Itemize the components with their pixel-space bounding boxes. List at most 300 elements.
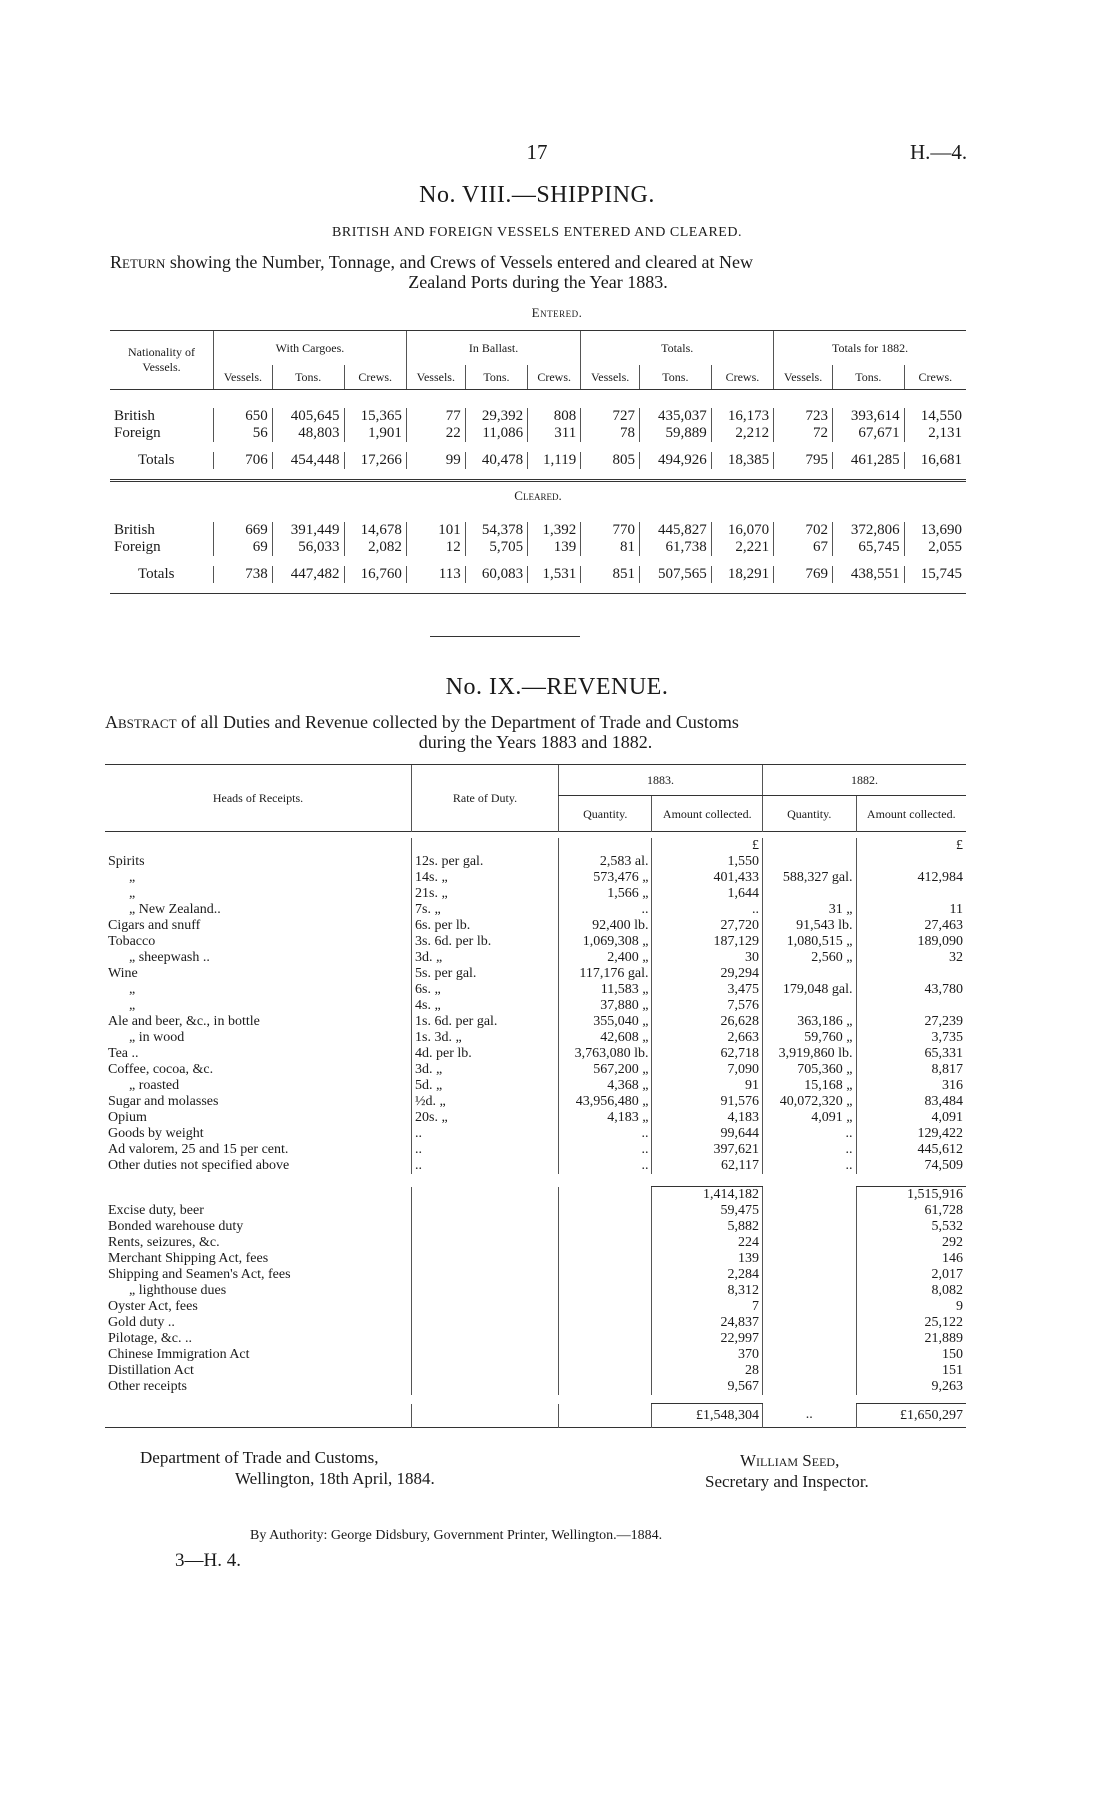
sub-header: Tons. xyxy=(272,365,344,390)
cell: 60,083 xyxy=(465,566,527,583)
table-row xyxy=(105,870,966,886)
table-row xyxy=(105,966,966,982)
quantity-1883: 4,183 „ xyxy=(559,1110,652,1126)
return-continuation: Zealand Ports during the Year 1883. xyxy=(408,272,668,292)
cell: 12 xyxy=(406,539,465,556)
spacer-row xyxy=(105,1395,966,1404)
rate-of-duty: .. xyxy=(412,1158,559,1174)
col-heads: Heads of Receipts. xyxy=(105,765,412,832)
cell: 11,086 xyxy=(465,425,527,442)
quantity-1882 xyxy=(763,998,856,1014)
entered-label: Entered. xyxy=(531,305,583,320)
row-label: British xyxy=(114,522,155,538)
amount-1882: 43,780 xyxy=(856,982,966,998)
table-row xyxy=(110,425,966,442)
cell: 445,827 xyxy=(640,522,712,539)
sub-header: Tons. xyxy=(465,365,527,390)
table-row xyxy=(105,1283,966,1299)
amount-1883: 7,090 xyxy=(652,1062,763,1078)
cell: 59,889 xyxy=(640,425,712,442)
cell: 16,173 xyxy=(711,408,773,425)
rate-of-duty: 5s. per gal. xyxy=(412,966,559,982)
quantity-1883: 3,763,080 lb. xyxy=(559,1046,652,1062)
head-of-receipt: Merchant Shipping Act, fees xyxy=(108,1251,269,1266)
spacer-row xyxy=(110,556,966,566)
table-row xyxy=(105,950,966,966)
quantity-1883: 11,583 „ xyxy=(559,982,652,998)
amount-1882: 445,612 xyxy=(856,1142,966,1158)
head-of-receipt: „ xyxy=(129,870,136,885)
cell: 16,681 xyxy=(904,452,966,469)
amount-1882: 4,091 xyxy=(856,1110,966,1126)
currency-row xyxy=(105,838,966,854)
cell: 650 xyxy=(214,408,273,425)
quantity-1882 xyxy=(763,854,856,870)
rate-of-duty: 3s. 6d. per lb. xyxy=(412,934,559,950)
head-of-receipt: Gold duty .. xyxy=(108,1315,175,1330)
table-row xyxy=(105,1126,966,1142)
quantity-1882: 179,048 gal. xyxy=(763,982,856,998)
amount-1883: 5,882 xyxy=(652,1219,763,1235)
quantity-1883: .. xyxy=(559,1126,652,1142)
quantity-1883: Quantity. xyxy=(559,796,652,832)
head-of-receipt: „ New Zealand.. xyxy=(129,902,221,917)
amount-1882: 150 xyxy=(856,1347,966,1363)
table-row xyxy=(105,1078,966,1094)
return-body: showing the Number, Tonnage, and Crews of Vessels entered and cleared at New xyxy=(165,252,754,272)
amount-1882: 21,889 xyxy=(856,1331,966,1347)
cell: 18,291 xyxy=(711,566,773,583)
amount-1882: Amount collected. xyxy=(856,796,966,832)
amount-1883: 4,183 xyxy=(652,1110,763,1126)
quantity-1882: 91,543 lb. xyxy=(763,918,856,934)
amount-1882 xyxy=(856,966,966,982)
rate-of-duty: .. xyxy=(412,1126,559,1142)
quantity-1882: 4,091 „ xyxy=(763,1110,856,1126)
cell: 40,478 xyxy=(465,452,527,469)
cell: 56 xyxy=(214,425,273,442)
amount-1883: 7,576 xyxy=(652,998,763,1014)
page-number: 17 xyxy=(526,140,548,164)
grand-total-1882: £1,650,297 xyxy=(856,1404,966,1428)
pound-sign: £ xyxy=(652,838,763,854)
cell: 56,033 xyxy=(272,539,344,556)
quantity-1883: .. xyxy=(559,902,652,918)
head-of-receipt: Opium xyxy=(108,1110,147,1125)
cell: 507,565 xyxy=(640,566,712,583)
amount-1883: 28 xyxy=(652,1363,763,1379)
cell: 311 xyxy=(528,425,581,442)
table-row xyxy=(105,1347,966,1363)
amount-1882: 74,509 xyxy=(856,1158,966,1174)
table-row xyxy=(105,1267,966,1283)
row-label: Totals xyxy=(138,452,175,468)
amount-1883: 187,129 xyxy=(652,934,763,950)
amount-1883: 9,567 xyxy=(652,1379,763,1395)
quantity-1882: 705,360 „ xyxy=(763,1062,856,1078)
group-header: Totals. xyxy=(581,331,774,366)
quantity-1883: 1,069,308 „ xyxy=(559,934,652,950)
head-of-receipt: „ in wood xyxy=(129,1030,185,1045)
rate-of-duty: 1s. 6d. per gal. xyxy=(412,1014,559,1030)
cell: 14,550 xyxy=(904,408,966,425)
rate-of-duty: 6s. „ xyxy=(412,982,559,998)
table-row xyxy=(105,1203,966,1219)
head-of-receipt: Rents, seizures, &c. xyxy=(108,1235,220,1250)
cell: 2,055 xyxy=(904,539,966,556)
table-row xyxy=(105,1299,966,1315)
totals-row xyxy=(110,452,966,469)
cell: 16,070 xyxy=(711,522,773,539)
group-header: In Ballast. xyxy=(406,331,580,366)
head-of-receipt: „ xyxy=(129,982,136,997)
head-of-receipt: Spirits xyxy=(108,854,145,869)
shipping-return-text xyxy=(110,252,966,292)
amount-1882: 129,422 xyxy=(856,1126,966,1142)
quantity-1882: 363,186 „ xyxy=(763,1014,856,1030)
cell: 16,760 xyxy=(344,566,406,583)
head-of-receipt: Other duties not specified above xyxy=(108,1158,290,1173)
rate-of-duty: 4s. „ xyxy=(412,998,559,1014)
quantity-1883: .. xyxy=(559,1158,652,1174)
head-of-receipt: „ xyxy=(129,998,136,1013)
quantity-1882: 59,760 „ xyxy=(763,1030,856,1046)
table-row xyxy=(105,1014,966,1030)
amount-1883: 26,628 xyxy=(652,1014,763,1030)
rate-of-duty: 21s. „ xyxy=(412,886,559,902)
subtotal-1882: 1,515,916 xyxy=(856,1187,966,1204)
rate-of-duty: 20s. „ xyxy=(412,1110,559,1126)
quantity-1883: .. xyxy=(559,1142,652,1158)
amount-1883: 2,663 xyxy=(652,1030,763,1046)
table-row xyxy=(105,1331,966,1347)
grand-total-mid: .. xyxy=(763,1404,856,1428)
amount-1882: 11 xyxy=(856,902,966,918)
cell: 65,745 xyxy=(832,539,904,556)
rate-of-duty: 6s. per lb. xyxy=(412,918,559,934)
cell: 69 xyxy=(214,539,273,556)
table-row xyxy=(105,982,966,998)
amount-1882: 65,331 xyxy=(856,1046,966,1062)
spacer-row xyxy=(110,510,966,522)
amount-1882: 3,735 xyxy=(856,1030,966,1046)
cell: 2,082 xyxy=(344,539,406,556)
footer-signatory-title: Secretary and Inspector. xyxy=(705,1472,869,1491)
amount-1882: 292 xyxy=(856,1235,966,1251)
ship-header-row-2 xyxy=(110,365,966,390)
cell: 738 xyxy=(214,566,273,583)
head-of-receipt: Sugar and molasses xyxy=(108,1094,219,1109)
table-row xyxy=(105,1219,966,1235)
col-nationality: Nationality of Vessels. xyxy=(110,331,214,390)
rev-header-row-1 xyxy=(105,765,966,796)
cell: 461,285 xyxy=(832,452,904,469)
amount-1882: 189,090 xyxy=(856,934,966,950)
cell: 113 xyxy=(406,566,465,583)
head-of-receipt: Goods by weight xyxy=(108,1126,204,1141)
quantity-1883: 42,608 „ xyxy=(559,1030,652,1046)
cell: 22 xyxy=(406,425,465,442)
amount-1882: 61,728 xyxy=(856,1203,966,1219)
cell: 139 xyxy=(528,539,581,556)
sub-header: Crews. xyxy=(711,365,773,390)
amount-1882: 412,984 xyxy=(856,870,966,886)
head-of-receipt: Cigars and snuff xyxy=(108,918,201,933)
cell: 67,671 xyxy=(832,425,904,442)
quantity-1882: 3,919,860 lb. xyxy=(763,1046,856,1062)
quantity-1883: 355,040 „ xyxy=(559,1014,652,1030)
table-row xyxy=(105,998,966,1014)
table-row xyxy=(105,902,966,918)
cell: 17,266 xyxy=(344,452,406,469)
rate-of-duty: 1s. 3d. „ xyxy=(412,1030,559,1046)
cell: 391,449 xyxy=(272,522,344,539)
amount-1882: 27,463 xyxy=(856,918,966,934)
amount-1883: 62,718 xyxy=(652,1046,763,1062)
head-of-receipt: Wine xyxy=(108,966,138,981)
amount-1882 xyxy=(856,998,966,1014)
amount-1882 xyxy=(856,886,966,902)
amount-1883: 62,117 xyxy=(652,1158,763,1174)
amount-1883: 99,644 xyxy=(652,1126,763,1142)
amount-1882: 32 xyxy=(856,950,966,966)
section-divider xyxy=(430,636,580,637)
amount-1883: 3,475 xyxy=(652,982,763,998)
sub-header: Crews. xyxy=(528,365,581,390)
amount-1882: 151 xyxy=(856,1363,966,1379)
amount-1883: 370 xyxy=(652,1347,763,1363)
revenue-table xyxy=(105,764,966,1428)
cell: 67 xyxy=(774,539,833,556)
cell: 723 xyxy=(774,408,833,425)
head-of-receipt: Other receipts xyxy=(108,1379,187,1394)
cell: 438,551 xyxy=(832,566,904,583)
amount-1882: 316 xyxy=(856,1078,966,1094)
amount-1883: 139 xyxy=(652,1251,763,1267)
table-row xyxy=(105,1142,966,1158)
spacer-row xyxy=(110,442,966,452)
amount-1883: 397,621 xyxy=(652,1142,763,1158)
cell: 669 xyxy=(214,522,273,539)
table-row xyxy=(105,1363,966,1379)
totals-row xyxy=(110,566,966,583)
table-row xyxy=(105,934,966,950)
head-of-receipt: Coffee, cocoa, &c. xyxy=(108,1062,214,1077)
revenue-abstract-text xyxy=(105,712,966,752)
head-of-receipt: Ad valorem, 25 and 15 per cent. xyxy=(108,1142,289,1157)
cell: 2,221 xyxy=(711,539,773,556)
amount-1882: 9,263 xyxy=(856,1379,966,1395)
cell: 29,392 xyxy=(465,408,527,425)
quantity-1882: 2,560 „ xyxy=(763,950,856,966)
amount-1883: .. xyxy=(652,902,763,918)
head-of-receipt: Pilotage, &c. .. xyxy=(108,1331,192,1346)
amount-1883: 22,997 xyxy=(652,1331,763,1347)
shipping-title: No. VIII.—SHIPPING. xyxy=(419,182,655,208)
cell: 447,482 xyxy=(272,566,344,583)
cell: 15,365 xyxy=(344,408,406,425)
quantity-1882: 31 „ xyxy=(763,902,856,918)
rate-of-duty: 7s. „ xyxy=(412,902,559,918)
cell: 13,690 xyxy=(904,522,966,539)
amount-1882: 83,484 xyxy=(856,1094,966,1110)
cell: 454,448 xyxy=(272,452,344,469)
quantity-1883: 92,400 lb. xyxy=(559,918,652,934)
paper-reference: H.—4. xyxy=(910,140,968,164)
cell: 78 xyxy=(581,425,640,442)
quantity-1882: 15,168 „ xyxy=(763,1078,856,1094)
table-row xyxy=(105,886,966,902)
amount-1883: 91,576 xyxy=(652,1094,763,1110)
cell: 2,131 xyxy=(904,425,966,442)
cell: 795 xyxy=(774,452,833,469)
amount-1882: 25,122 xyxy=(856,1315,966,1331)
table-row xyxy=(105,1235,966,1251)
amount-1883: Amount collected. xyxy=(652,796,763,832)
cleared-section-row xyxy=(110,481,966,511)
sub-header: Vessels. xyxy=(214,365,273,390)
head-of-receipt: Shipping and Seamen's Act, fees xyxy=(108,1267,291,1282)
amount-1883: 224 xyxy=(652,1235,763,1251)
cell: 77 xyxy=(406,408,465,425)
table-row xyxy=(105,1158,966,1174)
cell: 15,745 xyxy=(904,566,966,583)
table-row xyxy=(105,1046,966,1062)
year-1882: 1882. xyxy=(763,765,966,796)
year-1883: 1883. xyxy=(559,765,763,796)
pound-sign: £ xyxy=(856,838,966,854)
table-row xyxy=(105,1030,966,1046)
amount-1883: 24,837 xyxy=(652,1315,763,1331)
signature-reference: 3—H. 4. xyxy=(175,1550,241,1571)
cell: 1,901 xyxy=(344,425,406,442)
cell: 435,037 xyxy=(640,408,712,425)
cell: 72 xyxy=(774,425,833,442)
cell: 1,531 xyxy=(528,566,581,583)
row-label: British xyxy=(114,408,155,424)
sub-header: Tons. xyxy=(832,365,904,390)
subtotal-1883: 1,414,182 xyxy=(652,1187,763,1204)
sub-header: Vessels. xyxy=(774,365,833,390)
head-of-receipt: „ sheepwash .. xyxy=(129,950,210,965)
quantity-1882: .. xyxy=(763,1142,856,1158)
table-row xyxy=(105,918,966,934)
quantity-1883: 4,368 „ xyxy=(559,1078,652,1094)
table-row xyxy=(105,1251,966,1267)
quantity-1882: 588,327 gal. xyxy=(763,870,856,886)
grand-total-1883: £1,548,304 xyxy=(652,1404,763,1428)
head-of-receipt: Bonded warehouse duty xyxy=(108,1219,244,1234)
amount-1882: 146 xyxy=(856,1251,966,1267)
table-row xyxy=(105,1062,966,1078)
cell: 14,678 xyxy=(344,522,406,539)
head-of-receipt: Excise duty, beer xyxy=(108,1203,204,1218)
cell: 727 xyxy=(581,408,640,425)
revenue-title: No. IX.—REVENUE. xyxy=(445,674,669,700)
amount-1882: 27,239 xyxy=(856,1014,966,1030)
quantity-1883: 573,476 „ xyxy=(559,870,652,886)
amount-1883: 59,475 xyxy=(652,1203,763,1219)
sub-header: Vessels. xyxy=(581,365,640,390)
rate-of-duty: ½d. „ xyxy=(412,1094,559,1110)
cell: 61,738 xyxy=(640,539,712,556)
head-of-receipt: Chinese Immigration Act xyxy=(108,1347,250,1362)
head-of-receipt: „ roasted xyxy=(129,1078,180,1093)
quantity-1882 xyxy=(763,966,856,982)
group-header: Totals for 1882. xyxy=(774,331,966,366)
head-of-receipt: Distillation Act xyxy=(108,1363,194,1378)
rate-of-duty: 3d. „ xyxy=(412,1062,559,1078)
col-rate: Rate of Duty. xyxy=(412,765,559,832)
spacer-row xyxy=(105,1174,966,1187)
spacer-row xyxy=(110,469,966,481)
head-of-receipt: Tea .. xyxy=(108,1046,139,1061)
table-row xyxy=(105,1094,966,1110)
amount-1883: 8,312 xyxy=(652,1283,763,1299)
return-lead: Return xyxy=(110,252,166,272)
row-label: Foreign xyxy=(114,425,161,441)
table-row xyxy=(110,408,966,425)
head-of-receipt: Ale and beer, &c., in bottle xyxy=(108,1014,260,1029)
quantity-1883: 1,566 „ xyxy=(559,886,652,902)
row-label: Totals xyxy=(138,566,175,582)
abstract-body: of all Duties and Revenue collected by the Department of Trade and Customs xyxy=(176,712,739,732)
amount-1883: 2,284 xyxy=(652,1267,763,1283)
cell: 99 xyxy=(406,452,465,469)
shipping-subtitle: BRITISH AND FOREIGN VESSELS ENTERED AND CLEARED. xyxy=(332,225,742,240)
cell: 851 xyxy=(581,566,640,583)
footer-department: Department of Trade and Customs, xyxy=(140,1448,379,1467)
cell: 706 xyxy=(214,452,273,469)
quantity-1882: .. xyxy=(763,1126,856,1142)
quantity-1882: 40,072,320 „ xyxy=(763,1094,856,1110)
head-of-receipt: Tobacco xyxy=(108,934,156,949)
sub-header: Vessels. xyxy=(406,365,465,390)
amount-1883: 30 xyxy=(652,950,763,966)
sub-header: Crews. xyxy=(344,365,406,390)
quantity-1883: 2,583 al. xyxy=(559,854,652,870)
sub-header: Crews. xyxy=(904,365,966,390)
cell: 101 xyxy=(406,522,465,539)
table-row xyxy=(105,1110,966,1126)
cell: 770 xyxy=(581,522,640,539)
amount-1883: 91 xyxy=(652,1078,763,1094)
group-header: With Cargoes. xyxy=(214,331,407,366)
cell: 54,378 xyxy=(465,522,527,539)
footer-place-date: Wellington, 18th April, 1884. xyxy=(235,1469,435,1488)
amount-1882: 8,817 xyxy=(856,1062,966,1078)
cell: 1,119 xyxy=(528,452,581,469)
quantity-1883: 43,956,480 „ xyxy=(559,1094,652,1110)
quantity-1883: 2,400 „ xyxy=(559,950,652,966)
table-row xyxy=(105,1315,966,1331)
cell: 805 xyxy=(581,452,640,469)
amount-1882: 2,017 xyxy=(856,1267,966,1283)
abstract-lead: Abstract xyxy=(105,712,177,732)
amount-1882: 8,082 xyxy=(856,1283,966,1299)
table-bottom-rule xyxy=(110,583,966,594)
quantity-1882: 1,080,515 „ xyxy=(763,934,856,950)
amount-1883: 1,644 xyxy=(652,886,763,902)
amount-1883: 29,294 xyxy=(652,966,763,982)
cell: 372,806 xyxy=(832,522,904,539)
footer-signatory: William Seed, xyxy=(740,1451,840,1470)
rate-of-duty: 14s. „ xyxy=(412,870,559,886)
table-row xyxy=(110,522,966,539)
spacer-row xyxy=(110,390,966,409)
rate-of-duty: .. xyxy=(412,1142,559,1158)
sub-header: Tons. xyxy=(640,365,712,390)
